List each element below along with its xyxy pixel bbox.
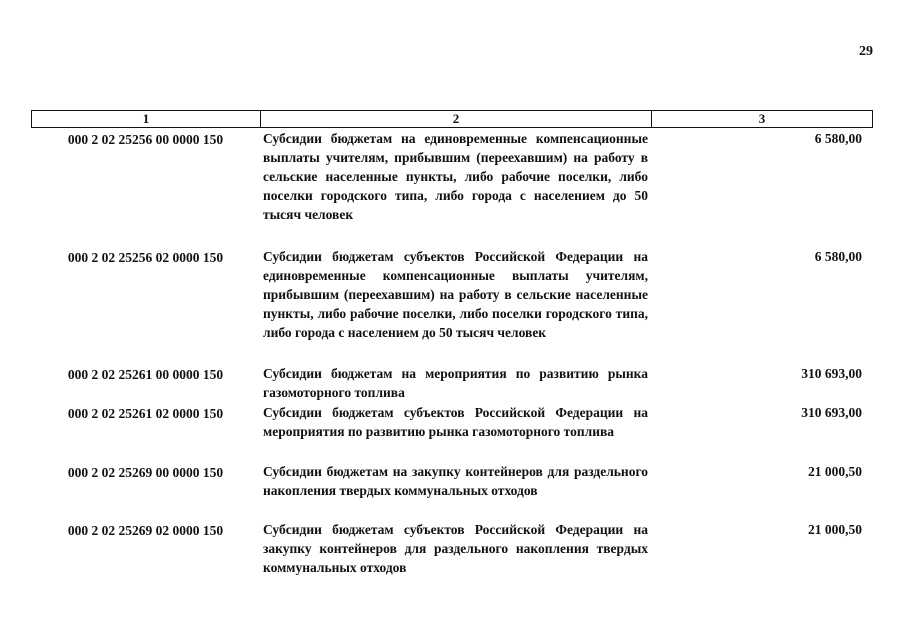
budget-code: 000 2 02 25256 02 0000 150 [67,250,224,265]
row-amount: 310 693,00 [801,405,862,420]
header-col-2: 2 [261,111,652,127]
table-header [31,110,873,128]
table-row [31,462,873,500]
table-row [31,403,873,441]
row-amount: 21 000,50 [808,464,862,479]
row-amount: 6 580,00 [814,131,862,146]
row-amount: 21 000,50 [808,522,862,537]
budget-code: 000 2 02 25261 00 0000 150 [67,367,224,382]
table-row [31,247,873,342]
row-description: Субсидии бюджетам на единовременные компенсационные выплаты учителям, прибывшим (переехавшим) на работу в сельские населенные пункты, либо рабочие поселки, либо поселки городского типа, либо города с населением до 50 тысяч человек [263,131,648,222]
header-col-1: 1 [32,111,261,127]
header-col-3: 3 [758,111,766,126]
table-row [31,520,873,577]
budget-code: 000 2 02 25269 02 0000 150 [67,523,224,538]
row-description: Субсидии бюджетам на мероприятия по развитию рынка газомоторного топлива [263,366,648,400]
table-row [31,129,873,224]
page-number: 29 [859,44,873,59]
table-row [31,364,873,402]
row-amount: 310 693,00 [801,366,862,381]
row-description: Субсидии бюджетам субъектов Российской Федерации на закупку контейнеров для раздельного накопления твердых коммунальных отходов [263,522,648,575]
budget-code: 000 2 02 25261 02 0000 150 [67,406,224,421]
budget-code: 000 2 02 25256 00 0000 150 [67,132,224,147]
row-description: Субсидии бюджетам на закупку контейнеров для раздельного накопления твердых коммунальных отходов [263,464,648,498]
budget-code: 000 2 02 25269 00 0000 150 [67,465,224,480]
row-description: Субсидии бюджетам субъектов Российской Федерации на единовременные компенсационные выплаты учителям, прибывшим (переехавшим) на работу в сельские населенные пункты, либо рабочие поселки, либо поселки городского типа, либо города с населением до 50 тысяч человек [263,249,648,340]
row-amount: 6 580,00 [814,249,862,264]
row-description: Субсидии бюджетам субъектов Российской Федерации на мероприятия по развитию рынка газомоторного топлива [263,405,648,439]
